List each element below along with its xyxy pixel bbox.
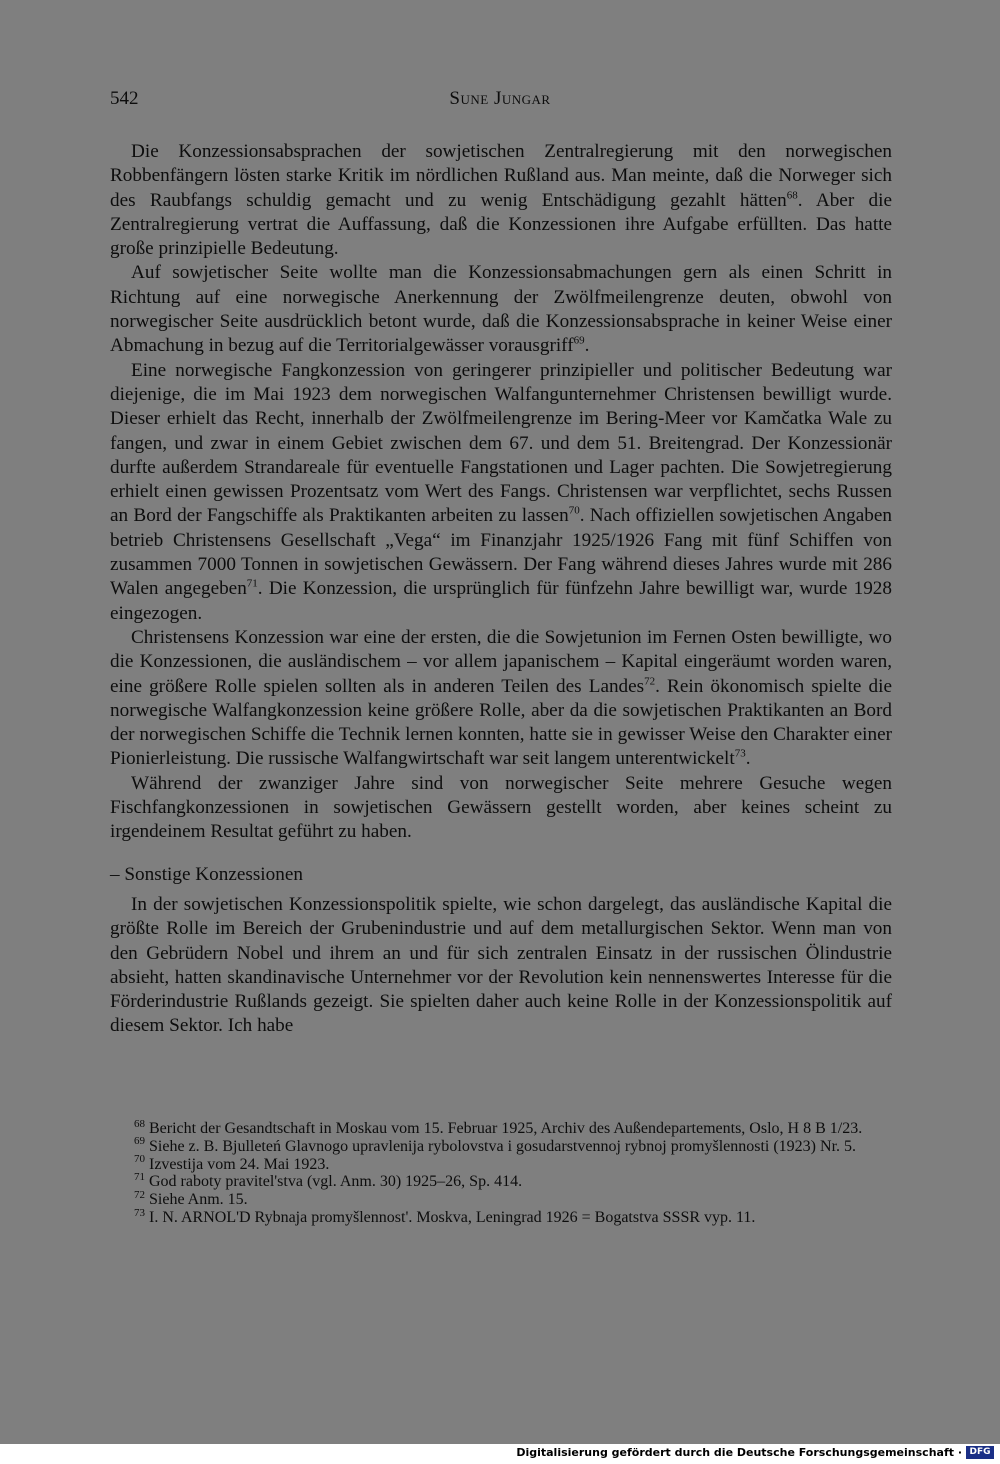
footnote-ref[interactable]: 73 bbox=[734, 748, 746, 761]
funding-credit: Digitalisierung gefördert durch die Deutsche Forschungsgemeinschaft · bbox=[516, 1446, 962, 1459]
footnote: $^{71}$ God raboty pravitel'stva (vgl. Anm. 30) 1925–26, Sp. 414. bbox=[134, 1171, 523, 1191]
footnote: $^{68}$ Bericht der Gesandtschaft in Moskau vom 15. Februar 1925, Archiv des Außendepartements, Oslo, H 8 B 1/23. bbox=[134, 1117, 863, 1137]
running-head: Sune Jungar bbox=[449, 88, 551, 109]
footnote-ref[interactable]: 70 bbox=[568, 505, 580, 518]
page-header bbox=[110, 88, 890, 116]
section-heading: – Sonstige Konzessionen bbox=[110, 863, 303, 885]
footnote: $^{72}$ Siehe Anm. 15. bbox=[134, 1188, 248, 1209]
footnote-ref[interactable]: 72 bbox=[644, 675, 656, 688]
paragraph: Während der zwanziger Jahre sind von norwegischer Seite mehrere Gesuche wegen Fischfangkonzessionen in sowjetischen Gewässern gestellt worden, aber keines scheint zu irgendeinem Resultat geführt zu haben. bbox=[110, 772, 892, 843]
footnote-ref[interactable]: 71 bbox=[246, 577, 258, 590]
footnotes bbox=[110, 1117, 892, 1227]
footnote-ref[interactable]: 69 bbox=[573, 334, 585, 347]
paragraph: Auf sowjetischer Seite wollte man die Konzessionsabmachungen gern als einen Schritt in Richtung auf eine norwegische Anerkennung der Zwölfmeilengrenze deuten, obwohl von norwegischer Seite ausdrücklich betont wurde, daß die Konzessionsabsprache in keiner Weise einer Abmachung in bezug auf die Territorialgewässer vorausgriff$^{69}$. bbox=[110, 262, 892, 357]
paragraph: Die Konzessionsabsprachen der sowjetischen Zentralregierung mit den norwegischen Robbenfängern lösten starke Kritik im nördlichen Rußland aus. Man meinte, daß die Norweger sich des Raubfangs schuldig gemacht und zu wenig Entschädigung gezahlt hätten$^{68}$. Aber die Zentralregierung vertrat die Auffassung, daß die Konzessionen ihre Aufgabe erfüllten. Das hatte große prinzipielle Bedeutung. bbox=[110, 141, 892, 260]
dfg-logo-icon: DFG bbox=[966, 1446, 994, 1459]
footnote: $^{70}$ Izvestija vom 24. Mai 1923. bbox=[134, 1153, 330, 1173]
footnote: $^{73}$ I. N. ARNOL'D Rybnaja promyšlennost'. Moskva, Leningrad 1926 = Bogatstva SSSR vyp. 11. bbox=[134, 1206, 756, 1226]
body-text bbox=[110, 140, 892, 1039]
footnote: $^{69}$ Siehe z. B. Bjulleteń Glavnogo upravlenija rybolovstva i gosudarstvennoj rybnoj promyšlennosti (1923) Nr. 5. bbox=[134, 1135, 857, 1155]
paragraph: In der sowjetischen Konzessionspolitik spielte, wie schon dargelegt, das ausländische Kapital die größte Rolle im Bereich der Grubenindustrie und auf dem metallurgischen Sektor. Wenn man von den Gebrüdern Nobel und ihrem an und für sich zentralen Einsatz in der russischen Ölindustrie absieht, hatten skandinavische Unternehmer vor der Revolution kein nennenswertes Interesse für die Förderindustrie Rußlands gezeigt. Sie spielten daher auch keine Rolle in der Konzessionspolitik auf diesem Sektor. Ich habe bbox=[110, 893, 892, 1037]
footer-bar bbox=[0, 1444, 1000, 1464]
paragraph: Christensens Konzession war eine der ersten, die die Sowjetunion im Fernen Osten bewilligte, wo die Konzessionen, die ausländischem – vor allem japanischem – Kapital eingeräumt worden waren, eine größere Rolle spielen sollten als in anderen Teilen des Landes$^{72}$. Rein ökonomisch spielte die norwegische Walfangkonzession keine größere Rolle, aber da die sowjetischen Praktikanten an Bord der norwegischen Schiffe die Technik lernen konnten, hatte sie in gewisser Weise den Charakter einer Pionierleistung. Die russische Walfangwirtschaft war seit langem unterentwickelt$^{73}$. bbox=[110, 626, 892, 770]
footnote-ref[interactable]: 68 bbox=[786, 189, 798, 202]
paragraph: Eine norwegische Fangkonzession von geringerer prinzipieller und politischer Bedeutung war diejenige, die im Mai 1923 dem norwegischen Walfangunternehmer Christensen bewilligt wurde. Dieser erhielt das Recht, innerhalb der Zwölfmeilengrenze im Bering-Meer vor Kamčatka Wale zu fangen, und zwar in einem Gebiet zwischen dem 67. und dem 51. Breitengrad. Der Konzessionär durfte außerdem Strandareale für eventuelle Fangstationen und Lager pachten. Die Sowjetregierung erhielt einen gewissen Prozentsatz vom Wert des Fangs. Christensen war verpflichtet, sechs Russen an Bord der Fangschiffe als Praktikanten arbeiten zu lassen$^{70}$. Nach offiziellen sowjetischen Angaben betrieb Christensens Gesellschaft „Vega“ im Finanzjahr 1925/1926 Fang mit fünf Schiffen von zusammen 7000 Tonnen in sowjetischen Gewässern. Der Fang während dieses Jahres wurde mit 286 Walen angegeben$^{71}$. Die Konzession, die ursprünglich für fünfzehn Jahre bewilligt war, wurde 1928 eingezogen. bbox=[110, 359, 892, 624]
page-number: 542 bbox=[110, 88, 139, 109]
